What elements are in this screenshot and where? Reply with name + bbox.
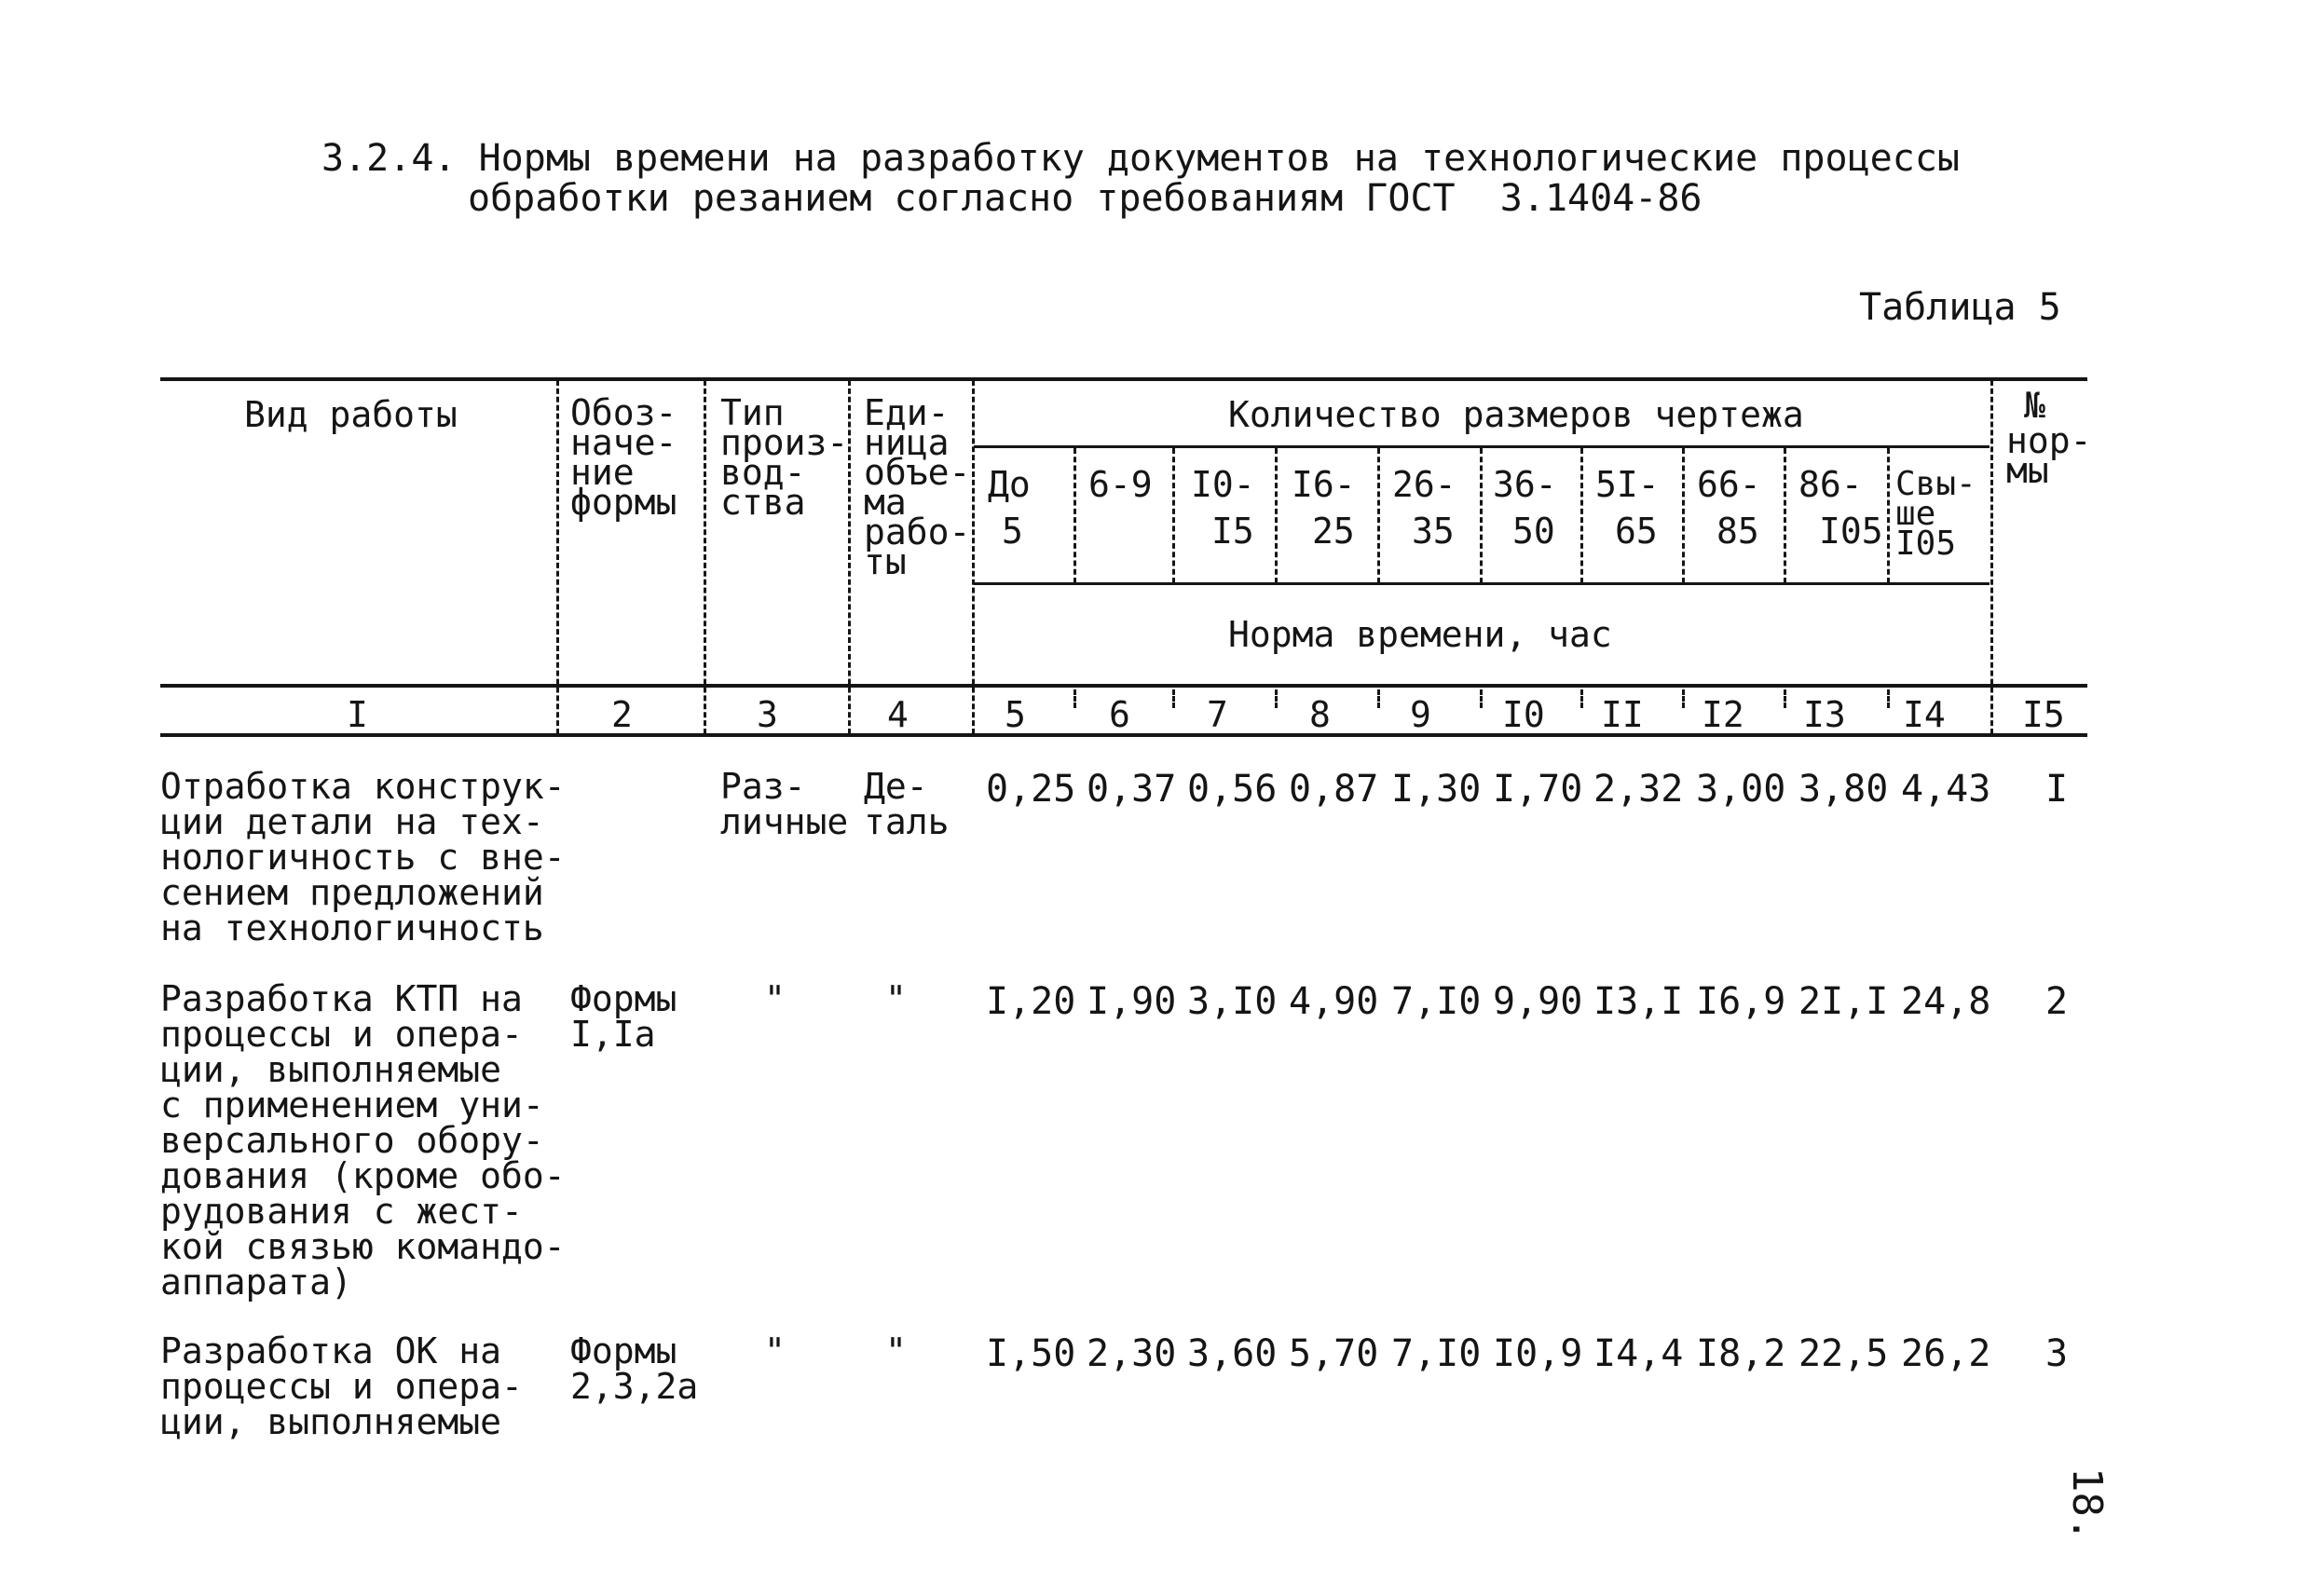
value-cell: 2,32	[1593, 768, 1684, 811]
value-cell: 4,90	[1289, 980, 1379, 1023]
work-type-line: ции, выполняемые	[160, 1401, 502, 1442]
header-unit-line: Еди-	[864, 392, 950, 433]
page-number: 18.	[2063, 1467, 2111, 1542]
tick-r4	[1377, 689, 1380, 708]
header-unit-line: рабо-	[864, 512, 971, 552]
vline-r2	[1172, 448, 1175, 583]
header-work-type: Вид работы	[244, 394, 458, 435]
work-type-line: на технологичность	[160, 907, 544, 948]
work-type-line: версального обору-	[160, 1120, 544, 1161]
value-cell: 0,87	[1289, 768, 1379, 811]
range-line: 5	[1002, 511, 1023, 552]
column-number: 3	[757, 694, 778, 735]
vline-r8	[1784, 448, 1786, 583]
vline-15	[1990, 380, 1993, 734]
form-designation: Формы	[570, 1330, 677, 1371]
work-type-line: процессы и опера-	[160, 1014, 523, 1055]
column-number: I3	[1803, 694, 1846, 735]
range-line: I0-	[1191, 464, 1255, 505]
header-production-line: ства	[720, 482, 806, 523]
header-unit-line: ты	[864, 541, 907, 582]
column-number: 8	[1309, 694, 1331, 735]
range-line: 35	[1412, 511, 1455, 552]
value-cell: 3,80	[1798, 768, 1889, 811]
range-line: 66-	[1697, 464, 1761, 505]
header-form-line: формы	[570, 482, 677, 523]
value-cell: I,50	[986, 1332, 1076, 1375]
header-production-line: произ-	[720, 422, 849, 463]
work-type-line: с применением уни-	[160, 1084, 544, 1125]
value-cell: 3,00	[1696, 768, 1786, 811]
header-norm-line: мы	[2006, 450, 2049, 491]
value-cell: I,70	[1493, 768, 1583, 811]
range-line: I05	[1819, 511, 1883, 552]
tick-r2	[1172, 689, 1175, 708]
header-production-line: Тип	[720, 392, 785, 433]
vline-r4	[1377, 448, 1380, 583]
header-group-subtitle: Норма времени, час	[1228, 614, 1612, 655]
column-number: I2	[1702, 694, 1744, 735]
vline-r1	[1073, 448, 1076, 583]
column-number: I	[347, 694, 368, 735]
range-line: I6-	[1292, 464, 1356, 505]
tick-r7	[1682, 689, 1685, 708]
production-type: личные	[720, 801, 849, 842]
work-type-line: Разработка ОК на	[160, 1330, 502, 1371]
column-number: 7	[1207, 694, 1228, 735]
value-cell: I,20	[986, 980, 1076, 1023]
header-norm-line: №	[2024, 385, 2045, 426]
column-number: 6	[1109, 694, 1130, 735]
vline-r5	[1480, 448, 1483, 583]
tick-r9	[1887, 689, 1890, 708]
header-norm-line: нор-	[2006, 420, 2092, 461]
header-bottom-rule	[160, 684, 2087, 688]
header-production-line: вод-	[720, 452, 806, 493]
range-line: 25	[1312, 511, 1355, 552]
tick-r5	[1480, 689, 1483, 708]
range-line: ше	[1895, 495, 1936, 533]
unit: "	[885, 978, 907, 1019]
column-number: 4	[887, 694, 909, 735]
unit: "	[885, 1330, 907, 1371]
production-type: "	[764, 978, 786, 1019]
value-cell: 3,60	[1187, 1332, 1278, 1375]
work-type-line: рудования с жест-	[160, 1191, 523, 1232]
value-cell: 0,25	[986, 768, 1076, 811]
header-unit-line: ма	[864, 482, 907, 523]
column-number: 2	[611, 694, 633, 735]
work-type-line: дования (кроме обо-	[160, 1155, 566, 1196]
value-cell: I,30	[1391, 768, 1482, 811]
value-cell: I0,9	[1493, 1332, 1583, 1375]
value-cell: 24,8	[1901, 980, 1991, 1023]
column-number: I4	[1903, 694, 1946, 735]
range-line: 26-	[1392, 464, 1456, 505]
column-number: II	[1601, 694, 1644, 735]
header-form-line: наче-	[570, 422, 677, 463]
value-cell: 2I,I	[1798, 980, 1889, 1023]
work-type-line: ции детали на тех-	[160, 801, 544, 842]
work-type-line: кой связью командо-	[160, 1226, 566, 1267]
unit: таль	[864, 801, 950, 842]
work-type-line: Разработка КТП на	[160, 978, 523, 1019]
header-form-line: Обоз-	[570, 392, 677, 433]
norm-number: I	[2045, 768, 2069, 811]
value-cell: I,90	[1087, 980, 1177, 1023]
range-line: I05	[1895, 525, 1957, 563]
value-cell: 2,30	[1087, 1332, 1177, 1375]
tick-r1	[1073, 689, 1076, 708]
tick-r6	[1580, 689, 1583, 708]
range-line: 50	[1512, 511, 1555, 552]
unit: Де-	[864, 766, 928, 807]
value-cell: 4,43	[1901, 768, 1991, 811]
vline-r6	[1580, 448, 1583, 583]
value-cell: 7,I0	[1391, 1332, 1482, 1375]
range-line: 36-	[1493, 464, 1557, 505]
vline-5	[972, 380, 975, 734]
value-cell: I6,9	[1696, 980, 1786, 1023]
work-type-line: аппарата)	[160, 1262, 352, 1303]
work-type-line: сением предложений	[160, 872, 544, 913]
production-type: "	[764, 1330, 786, 1371]
value-cell: I3,I	[1593, 980, 1684, 1023]
value-cell: 22,5	[1798, 1332, 1889, 1375]
value-cell: 5,70	[1289, 1332, 1379, 1375]
table-label: Таблица 5	[1859, 286, 2061, 329]
vline-3	[704, 380, 706, 734]
range-line: 85	[1716, 511, 1759, 552]
column-number: I5	[2022, 694, 2065, 735]
value-cell: 0,37	[1087, 768, 1177, 811]
range-line: 5I-	[1595, 464, 1660, 505]
value-cell: 26,2	[1901, 1332, 1991, 1375]
heading-line-1: 3.2.4. Нормы времени на разработку документов на технологические процессы	[321, 137, 1960, 180]
range-line: 6-9	[1088, 464, 1153, 505]
work-type-line: нологичность с вне-	[160, 837, 566, 878]
range-line: I5	[1211, 511, 1254, 552]
production-type: Раз-	[720, 766, 806, 807]
vline-r9	[1887, 448, 1890, 583]
vline-2	[556, 380, 559, 734]
value-cell: 9,90	[1493, 980, 1583, 1023]
header-group-title: Количество размеров чертежа	[1228, 394, 1804, 435]
work-type-line: процессы и опера-	[160, 1366, 523, 1407]
heading-line-2: обработки резанием согласно требованиям ГОСТ 3.1404-86	[468, 177, 1702, 220]
column-number: I0	[1502, 694, 1545, 735]
vline-r3	[1275, 448, 1278, 583]
value-cell: 0,56	[1187, 768, 1278, 811]
header-unit-line: объе-	[864, 452, 971, 493]
norm-number: 2	[2045, 980, 2069, 1023]
range-line: Свы-	[1895, 465, 1976, 503]
header-form-line: ние	[570, 452, 635, 493]
range-line: 65	[1615, 511, 1658, 552]
form-designation: Формы	[570, 978, 677, 1019]
column-number: 5	[1005, 694, 1026, 735]
work-type-line: Отработка конструк-	[160, 766, 566, 807]
tick-r3	[1275, 689, 1278, 708]
work-type-line: ции, выполняемые	[160, 1049, 502, 1090]
value-cell: I4,4	[1593, 1332, 1684, 1375]
vline-r7	[1682, 448, 1685, 583]
form-designation: I,Iа	[570, 1014, 656, 1055]
tick-r8	[1784, 689, 1786, 708]
norm-number: 3	[2045, 1332, 2069, 1375]
value-cell: 3,I0	[1187, 980, 1278, 1023]
header-unit-line: ница	[864, 422, 950, 463]
form-designation: 2,3,2а	[570, 1366, 699, 1407]
range-line: До	[988, 464, 1031, 505]
range-line: 86-	[1798, 464, 1863, 505]
table-top-rule	[160, 377, 2087, 381]
value-cell: 7,I0	[1391, 980, 1482, 1023]
vline-4	[848, 380, 851, 734]
value-cell: I8,2	[1696, 1332, 1786, 1375]
column-number: 9	[1410, 694, 1431, 735]
